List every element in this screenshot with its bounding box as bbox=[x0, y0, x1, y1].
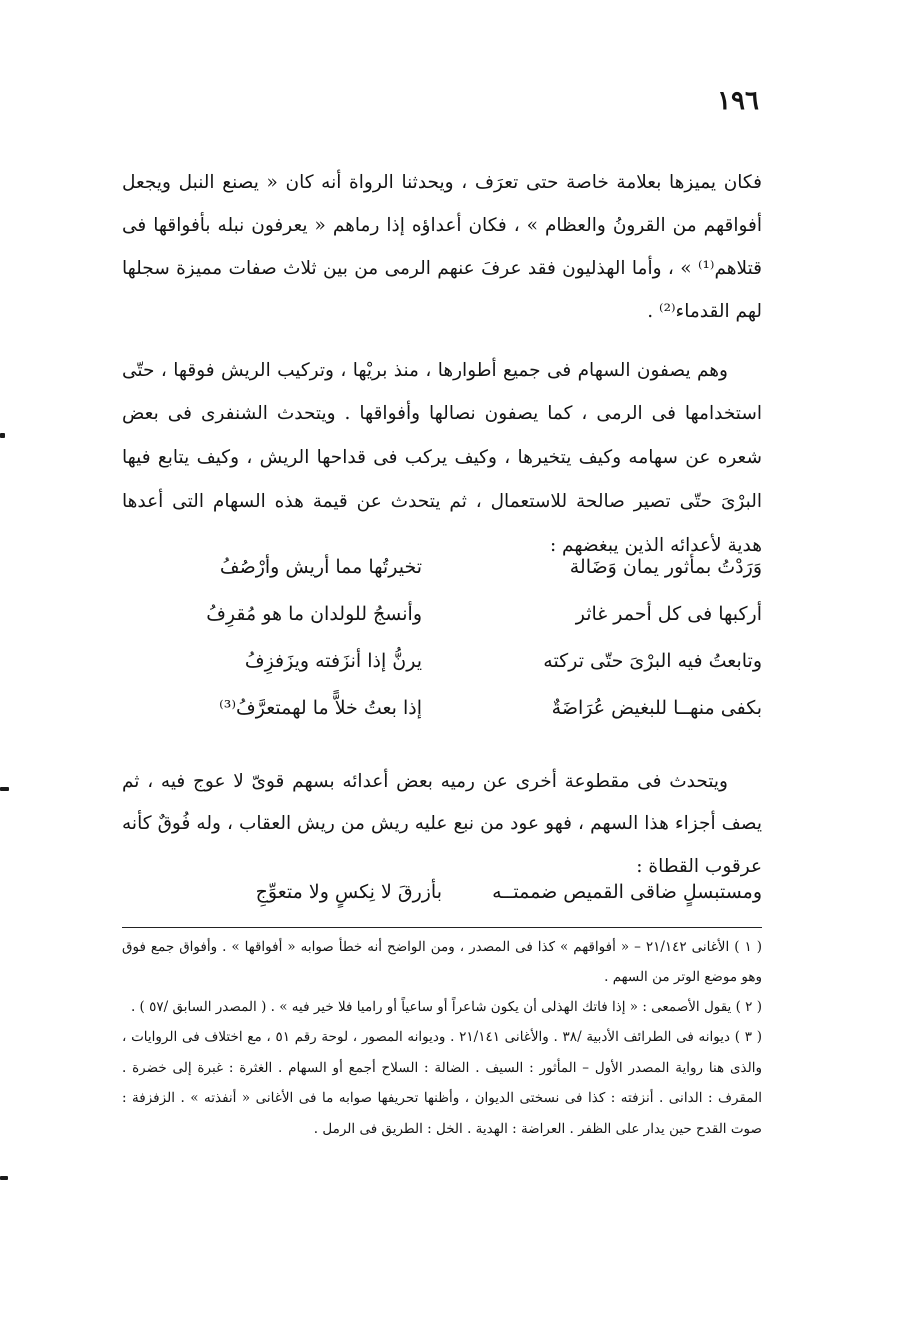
single-verse bbox=[122, 866, 762, 918]
scan-edge-mark bbox=[0, 787, 9, 791]
scan-edge-mark bbox=[0, 433, 5, 438]
footnote-2: ( ٢ ) يقول الأصمعى : « إذا فاتك الهذلى أن يكون شاعراً أو ساعياً أو راميا فلا خير فيه » . ( المصدر السابق /٥٧ ) . bbox=[130, 999, 762, 1015]
poem-hemistich-second: يرنُّ إذا أنزَفته ويزَفزِفُ bbox=[244, 650, 422, 672]
poem-hemistich-first: بكفى منهــا للبغيض عُرَاضَةٌ bbox=[551, 697, 762, 719]
poem-hemistich-second: وأنسجُ للولدان ما هو مُقرِفُ bbox=[206, 603, 422, 625]
footnote-1: ( ١ ) الأغانى ٢١/١٤٢ – « أفواقهم » كذا فى المصدر ، ومن الواضح أنه خطأ صوابه « أفواقها » . وأفواق جمع فوق وهو موضع الوتر من السهم . bbox=[122, 939, 763, 985]
footnote-divider bbox=[122, 927, 762, 928]
footnote-3: ( ٣ ) ديوانه فى الطرائف الأدبية /٣٨ . والأغانى ٢١/١٤١ . وديوانه المصور ، لوحة رقم ٥١ ، مع اختلاف فى الروايات ، والذى هنا رواية المصدر الأول – المأثور : السيف . الضالة : السلاح أجمع أو السهام . الغثرة : غبرة إلى خضرة . المقرف : الدانى . أنزفته : كذا فى نسختى الديوان ، وأظنها تحريفها صوابه ما فى الأغانى « أنفذته » . الزفزفة : صوت القدح حين يدار على الظفر . العراضة : الهدية . الخل : الطريق فى الرمل . bbox=[122, 1029, 762, 1137]
poem-hemistich-second: تخيرتُها مما أريش وأرْصُفُ bbox=[219, 556, 422, 578]
poem-hemistich-first: وَرَدْتُ بمأثور يمان وَضَالة bbox=[569, 556, 762, 578]
poem-line bbox=[122, 685, 762, 732]
footnotes bbox=[122, 932, 762, 1144]
verse-hemistich-first: ومستبسلٍ ضاقى القميص ضممتــه bbox=[492, 881, 762, 903]
poem-line bbox=[122, 544, 762, 591]
page-number: ١٩٦ bbox=[717, 86, 759, 116]
scan-edge-mark bbox=[0, 1176, 8, 1180]
paragraph-3: ويتحدث فى مقطوعة أخرى عن رميه بعض أعدائه بسهم قوىّ لا عوج فيه ، ثم يصف أجزاء هذا السهم ، فهو عود من نبع عليه ريش من ريش العقاب ، وله فُوقٌ كأنه عرقوب القطاة : bbox=[122, 770, 762, 877]
verse-hemistich-second: بأزرقَ لا نِكسٍ ولا متعوِّجِ bbox=[255, 881, 442, 903]
poem-line bbox=[122, 638, 762, 685]
poem-hemistich-first: وتابعتُ فيه البرْىَ حتّى تركته bbox=[543, 650, 762, 672]
poem-hemistich-second: إذا بعتُ خلاًّ ما لهمتعرَّفُ⁽³⁾ bbox=[219, 697, 422, 719]
poem bbox=[122, 544, 762, 732]
paragraph-1: فكان يميزها بعلامة خاصة حتى تعرَف ، ويحدثنا الرواة أنه كان « يصنع النبل ويجعل أفواقهم من القرونُ والعظام » ، فكان أعداؤه إذا رماهم « يعرفون نبله بأفواقها فى قتلاهم⁽¹⁾ » ، وأما الهذليون فقد عرفَ عنهم الرمى من بين ثلاث صفات مميزة سجلها لهم القدماء⁽²⁾ . bbox=[122, 171, 762, 322]
poem-line bbox=[122, 591, 762, 638]
poem-hemistich-first: أركبها فى كل أحمر غاثر bbox=[575, 603, 762, 625]
paragraph-2: وهم يصفون السهام فى جميع أطوارها ، منذ بريْها ، وتركيب الريش فوقها ، حتّى استخدامها فى الرمى ، كما يصفون نصالها وأفواقها . ويتحدث الشنفرى فى بعض شعره عن سهامه وكيف يتخيرها ، وكيف يركب فى قداحها الريش ، وكيف يتابع فيها البرْىَ حتّى تصير صالحة للاستعمال ، ثم يتحدث عن قيمة هذه السهام التى أعدها هدية لأعدائه الذين يبغضهم : bbox=[122, 359, 762, 556]
